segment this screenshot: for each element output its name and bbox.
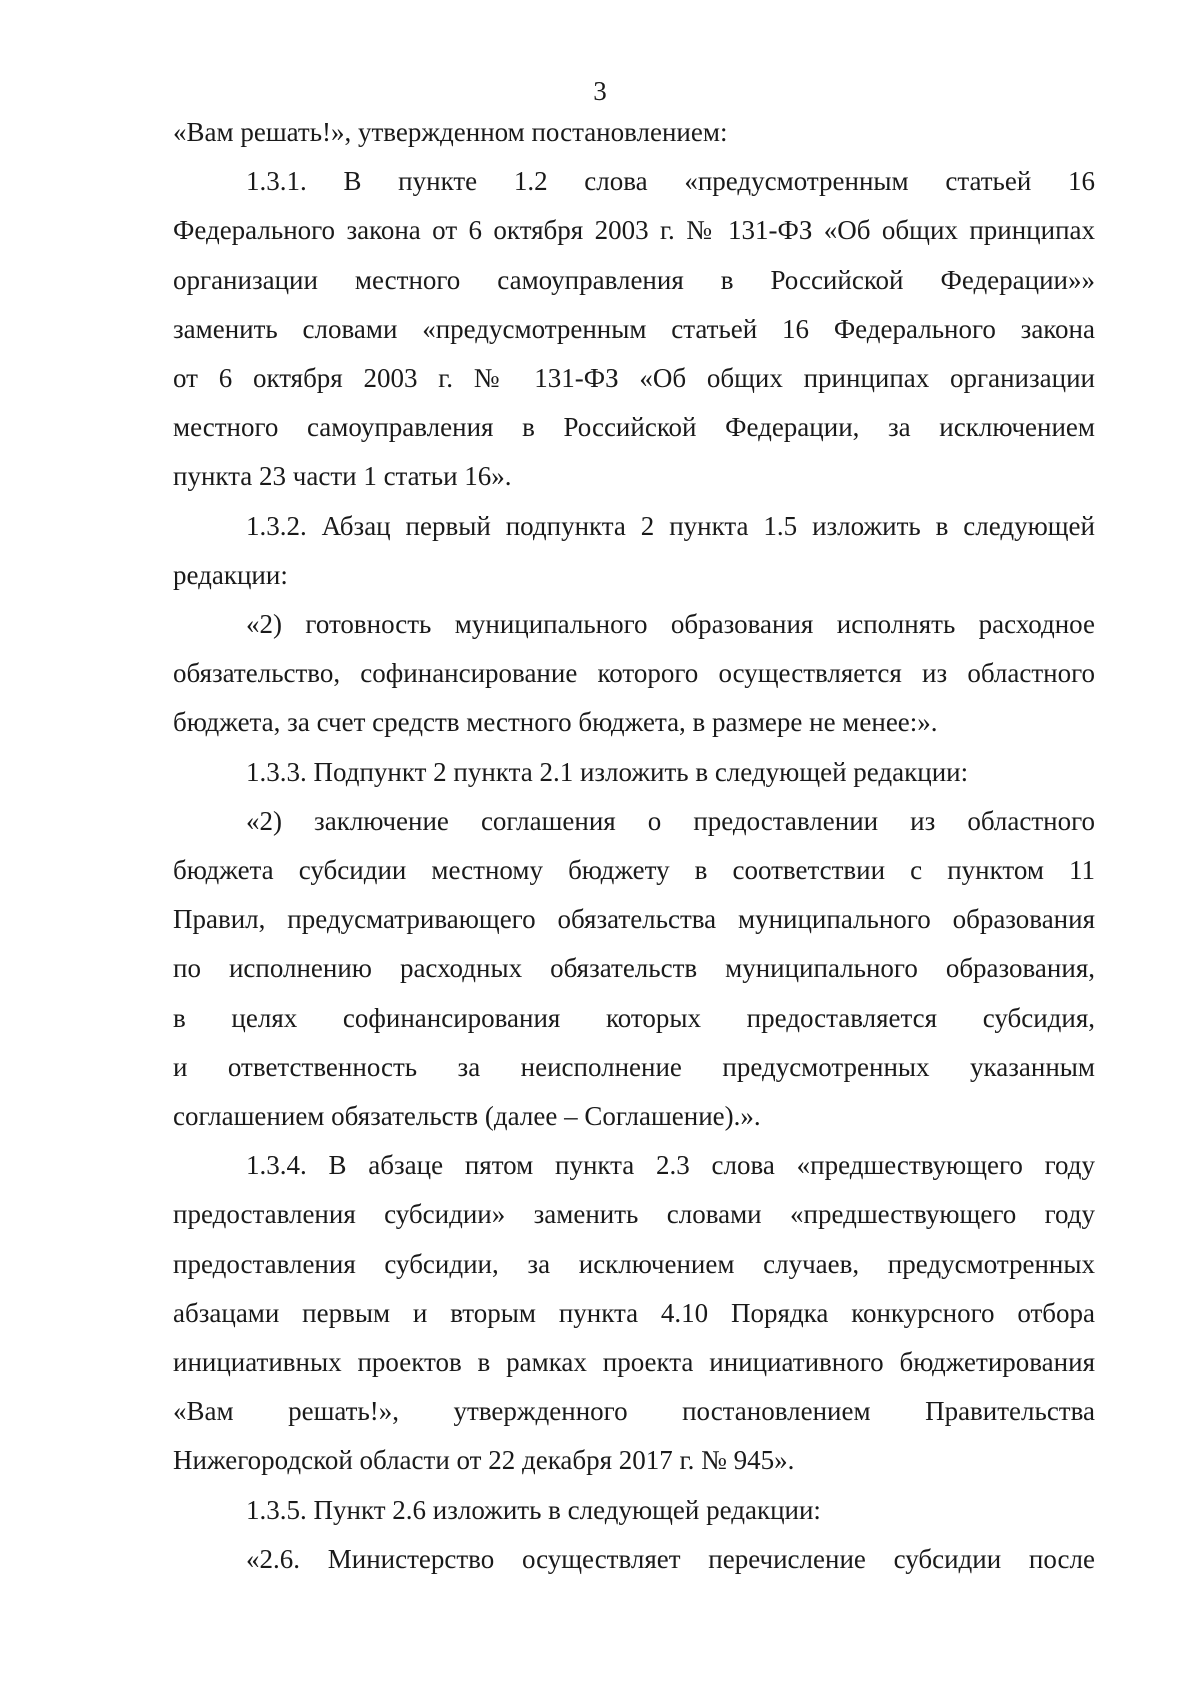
text-line: в целях софинансирования которых предоставляется субсидия, xyxy=(173,1002,1095,1033)
text-line: абзацами первым и вторым пункта 4.10 Порядка конкурсного отбора xyxy=(173,1297,1095,1328)
text-line: 1.3.2. Абзац первый подпункта 2 пункта 1.5 изложить в следующей xyxy=(246,510,1095,541)
paragraph xyxy=(173,108,1095,157)
paragraph xyxy=(173,502,1095,600)
text-line: бюджета субсидии местному бюджету в соответствии с пунктом 11 xyxy=(173,855,1095,886)
text-line: предоставления субсидии» заменить словами «предшествующего году xyxy=(173,1199,1095,1230)
text-line: заменить словами «предусмотренным статьей 16 Федерального закона xyxy=(173,313,1095,344)
text-line: 1.3.3. Подпункт 2 пункта 2.1 изложить в следующей редакции: xyxy=(246,756,969,787)
text-line: Правил, предусматривающего обязательства муниципального образования xyxy=(173,904,1095,935)
text-line: от 6 октября 2003 г. № 131-ФЗ «Об общих принципах организации xyxy=(173,363,1095,394)
text-line: Нижегородской области от 22 декабря 2017 г. № 945». xyxy=(173,1445,795,1476)
paragraph xyxy=(173,157,1095,501)
text-line: организации местного самоуправления в Российской Федерации»» xyxy=(173,264,1095,295)
text-line: предоставления субсидии, за исключением случаев, предусмотренных xyxy=(173,1248,1095,1279)
text-line: Федерального закона от 6 октября 2003 г. № 131-ФЗ «Об общих принципах xyxy=(173,215,1095,246)
text-line: «2) заключение соглашения о предоставлении из областного xyxy=(246,805,1095,836)
document-body xyxy=(173,108,1095,1584)
text-line: «Вам решать!», утвержденном постановлением: xyxy=(173,117,728,147)
text-line: «2) готовность муниципального образования исполнять расходное xyxy=(246,609,1095,640)
text-line: по исполнению расходных обязательств муниципального образования, xyxy=(173,953,1095,984)
text-line: «2.6. Министерство осуществляет перечисление субсидии после xyxy=(246,1543,1095,1574)
text-line: 1.3.1. В пункте 1.2 слова «предусмотренным статьей 16 xyxy=(246,166,1095,197)
paragraph xyxy=(173,797,1095,1141)
text-line: бюджета, за счет средств местного бюджета, в размере не менее:». xyxy=(173,707,938,738)
text-line: обязательство, софинансирование которого осуществляется из областного xyxy=(173,658,1095,689)
text-line: редакции: xyxy=(173,559,288,590)
text-line: и ответственность за неисполнение предусмотренных указанным xyxy=(173,1051,1095,1082)
paragraph xyxy=(173,748,1095,797)
text-line: инициативных проектов в рамках проекта инициативного бюджетирования xyxy=(173,1347,1095,1378)
text-line: пункта 23 части 1 статьи 16». xyxy=(173,461,512,492)
text-line: 1.3.4. В абзаце пятом пункта 2.3 слова «предшествующего году xyxy=(246,1150,1095,1181)
text-line: местного самоуправления в Российской Федерации, за исключением xyxy=(173,412,1095,443)
page-number: 3 xyxy=(593,76,607,106)
paragraph xyxy=(173,1141,1095,1485)
text-line: соглашением обязательств (далее – Соглашение).». xyxy=(173,1101,761,1132)
text-line: «Вам решать!», утвержденного постановлением Правительства xyxy=(173,1396,1095,1427)
paragraph xyxy=(173,1486,1095,1535)
paragraph xyxy=(173,1535,1095,1584)
paragraph xyxy=(173,600,1095,748)
text-line: 1.3.5. Пункт 2.6 изложить в следующей редакции: xyxy=(246,1494,821,1525)
